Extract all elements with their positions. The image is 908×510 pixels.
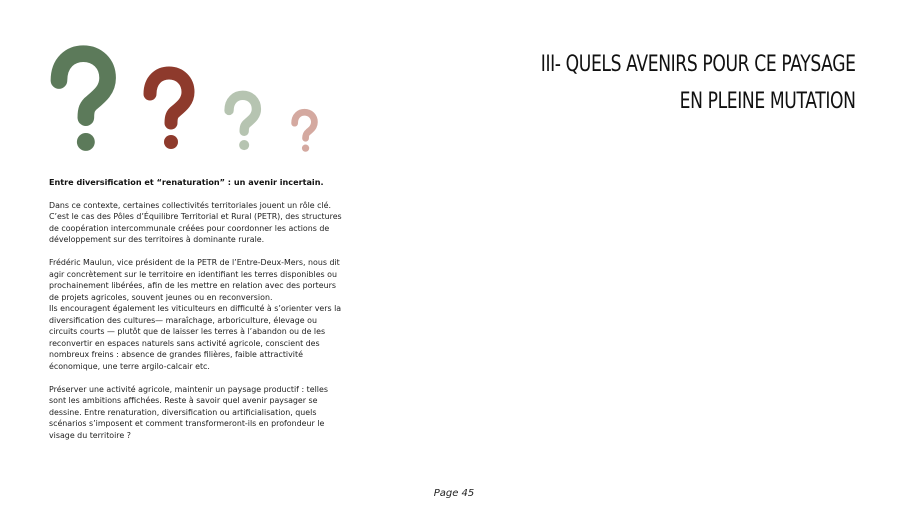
question-mark-icon [143, 68, 193, 152]
question-mark-icon [291, 110, 317, 153]
paragraph-conclusion: Préserver une activité agricole, maintenir un paysage productif : telles sont les ambitions affichées. Reste à savoir quel avenir paysager se dessine. Entre renaturation, diversification ou artificialisation, quels scénarios s’imposent et comment transformeront-ils en profondeur le visage du territoire ? [49, 384, 328, 440]
question-marks-decoration [48, 40, 338, 160]
title-line-2: EN PLEINE MUTATION [680, 89, 856, 114]
paragraph-maulun: Frédéric Maulun, vice président de la PETR de l’Entre-Deux-Mers, nous dit agir concrètement sur le territoire en identifiant les terres disponibles ou prochainement libérées, afin de les mettre en relation avec des porteurs de projets agricoles, souvent jeunes ou en reconversion. [49, 258, 340, 302]
question-mark-icon [224, 92, 260, 152]
page-number: Page 45 [433, 488, 475, 499]
main-text-column [49, 177, 347, 453]
paragraph-diversification: Ils encouragent également les viticulteurs en difficulté à s’orienter vers la diversification des cultures— maraîchage, arboriculture, élevage ou circuits courts — plutôt que de laisser les terres à l’abandon ou de les reconvertir en espaces naturels sans activité agricole, conscient des nombreux freins : absence de grandes filières, faible attractivité économique, une terre argilo-calcair etc. [49, 304, 342, 371]
question-mark-icon [50, 48, 114, 154]
page-title [541, 46, 856, 120]
section-heading: Entre diversification et “renaturation” : un avenir incertain. [49, 177, 324, 187]
title-line-1: III- QUELS AVENIRS POUR CE PAYSAGE [541, 52, 856, 77]
paragraph-context: Dans ce contexte, certaines collectivités territoriales jouent un rôle clé. C’est le cas des Pôles d’Équilibre Territorial et Rural (PETR), des structures de coopération intercommunale créées pour coordonner les actions de développement sur des territoires à dominante rurale. [49, 200, 342, 244]
